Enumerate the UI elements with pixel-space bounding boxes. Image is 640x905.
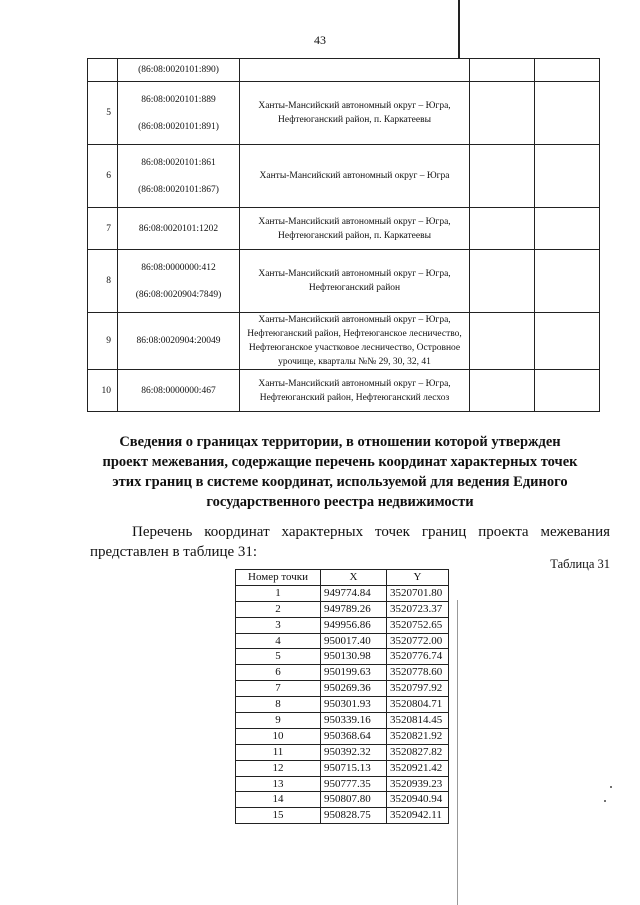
coordinate-row bbox=[236, 697, 449, 713]
coordinate-row bbox=[236, 601, 449, 617]
cadastral-number: 86:08:0000000:467 bbox=[141, 385, 216, 396]
point-number: 10 bbox=[236, 728, 321, 744]
point-number: 12 bbox=[236, 760, 321, 776]
empty-cell bbox=[470, 250, 535, 313]
point-number: 15 bbox=[236, 808, 321, 824]
cadastral-cell bbox=[118, 82, 240, 145]
parcel-number: 7 bbox=[88, 208, 118, 250]
point-number: 8 bbox=[236, 697, 321, 713]
empty-cell bbox=[535, 145, 600, 208]
parcel-number: 10 bbox=[88, 370, 118, 412]
empty-cell bbox=[470, 145, 535, 208]
coordinate-row bbox=[236, 760, 449, 776]
coordinate-row bbox=[236, 585, 449, 601]
coordinate-x: 950807.80 bbox=[321, 792, 387, 808]
table-caption: Таблица 31 bbox=[550, 557, 610, 571]
coordinate-y: 3520772.00 bbox=[387, 633, 449, 649]
parcel-number: 9 bbox=[88, 313, 118, 370]
point-number: 13 bbox=[236, 776, 321, 792]
parcel-location: Ханты-Мансийский автономный округ – Югра, Нефтеюганский район, п. Каркатеевы bbox=[240, 208, 470, 250]
point-number: 3 bbox=[236, 617, 321, 633]
cadastral-cell bbox=[118, 250, 240, 313]
coordinate-y: 3520939.23 bbox=[387, 776, 449, 792]
coordinate-y: 3520940.94 bbox=[387, 792, 449, 808]
page-number: 43 bbox=[314, 33, 326, 47]
point-number: 14 bbox=[236, 792, 321, 808]
empty-cell bbox=[535, 208, 600, 250]
scan-speck bbox=[610, 786, 612, 788]
coordinate-y: 3520776.74 bbox=[387, 649, 449, 665]
empty-cell bbox=[535, 250, 600, 313]
header-y: Y bbox=[387, 570, 449, 586]
cadastral-number: 86:08:0020904:20049 bbox=[136, 336, 221, 346]
coordinate-x: 950715.13 bbox=[321, 760, 387, 776]
coordinate-x: 949774.84 bbox=[321, 585, 387, 601]
coordinate-row bbox=[236, 728, 449, 744]
coordinate-x: 950269.36 bbox=[321, 681, 387, 697]
coordinate-y: 3520814.45 bbox=[387, 713, 449, 729]
coordinate-row bbox=[236, 617, 449, 633]
parcel-location bbox=[240, 59, 470, 82]
header-x: X bbox=[321, 570, 387, 586]
cadastral-cell bbox=[118, 370, 240, 412]
coordinate-row bbox=[236, 776, 449, 792]
coordinate-x: 950392.32 bbox=[321, 744, 387, 760]
coordinate-row bbox=[236, 792, 449, 808]
cadastral-number: 86:08:0020101:861 bbox=[141, 157, 216, 168]
coordinate-y: 3520827.82 bbox=[387, 744, 449, 760]
parcel-row bbox=[88, 145, 600, 208]
parcel-location: Ханты-Мансийский автономный округ – Югра bbox=[240, 145, 470, 208]
parcels-table bbox=[87, 58, 600, 412]
coordinate-y: 3520821.92 bbox=[387, 728, 449, 744]
coordinate-row bbox=[236, 744, 449, 760]
coordinate-x: 950130.98 bbox=[321, 649, 387, 665]
coordinate-row bbox=[236, 808, 449, 824]
empty-cell bbox=[535, 59, 600, 82]
empty-cell bbox=[535, 82, 600, 145]
coordinate-y: 3520804.71 bbox=[387, 697, 449, 713]
empty-cell bbox=[470, 313, 535, 370]
coordinate-x: 949789.26 bbox=[321, 601, 387, 617]
coordinate-y: 3520797.92 bbox=[387, 681, 449, 697]
header-point-number: Номер точки bbox=[236, 570, 321, 586]
point-number: 11 bbox=[236, 744, 321, 760]
parcel-row bbox=[88, 370, 600, 412]
coordinates-header-row bbox=[236, 570, 449, 586]
empty-cell bbox=[470, 208, 535, 250]
empty-cell bbox=[535, 370, 600, 412]
coordinate-x: 950199.63 bbox=[321, 665, 387, 681]
coordinate-y: 3520921.42 bbox=[387, 760, 449, 776]
parcel-location: Ханты-Мансийский автономный округ – Югра, Нефтеюганский район, Нефтеюганское лесничество, Нефтеюганское участковое лесничество, Островное урочище, кварталы №№ 29, 30, 32, 41 bbox=[240, 313, 470, 370]
parcel-row bbox=[88, 208, 600, 250]
coordinate-y: 3520778.60 bbox=[387, 665, 449, 681]
parcel-row bbox=[88, 250, 600, 313]
coordinate-row bbox=[236, 665, 449, 681]
point-number: 6 bbox=[236, 665, 321, 681]
parcel-number: 5 bbox=[88, 82, 118, 145]
parcel-location: Ханты-Мансийский автономный округ – Югра, Нефтеюганский район bbox=[240, 250, 470, 313]
coordinate-row bbox=[236, 649, 449, 665]
cadastral-cell bbox=[118, 313, 240, 370]
parcel-location: Ханты-Мансийский автономный округ – Югра, Нефтеюганский район, Нефтеюганский лесхоз bbox=[240, 370, 470, 412]
cadastral-number: 86:08:0000000:412 bbox=[141, 262, 216, 273]
section-heading: Сведения о границах территории, в отношении которой утвержден проект межевания, содержащие перечень координат характерных точек этих границ в системе координат, используемой для ведения Единого государственного реестра недвижимости bbox=[102, 434, 578, 510]
point-number: 2 bbox=[236, 601, 321, 617]
coordinate-x: 950828.75 bbox=[321, 808, 387, 824]
empty-cell bbox=[470, 82, 535, 145]
cadastral-cell bbox=[118, 145, 240, 208]
parcel-number: 6 bbox=[88, 145, 118, 208]
cadastral-number-previous: (86:08:0020101:891) bbox=[138, 121, 219, 132]
coordinate-x: 950777.35 bbox=[321, 776, 387, 792]
cadastral-number: (86:08:0020101:890) bbox=[138, 65, 219, 75]
parcel-row bbox=[88, 59, 600, 82]
point-number: 4 bbox=[236, 633, 321, 649]
cadastral-cell bbox=[118, 59, 240, 82]
coordinate-x: 950301.93 bbox=[321, 697, 387, 713]
point-number: 1 bbox=[236, 585, 321, 601]
parcel-row bbox=[88, 313, 600, 370]
parcel-number bbox=[88, 59, 118, 82]
coordinate-row bbox=[236, 713, 449, 729]
cadastral-cell bbox=[118, 208, 240, 250]
coordinate-x: 949956.86 bbox=[321, 617, 387, 633]
point-number: 7 bbox=[236, 681, 321, 697]
coordinates-table bbox=[235, 569, 449, 824]
cadastral-number-previous: (86:08:0020904:7849) bbox=[135, 289, 222, 300]
intro-paragraph: Перечень координат характерных точек границ проекта межевания представлен в таблице 31: bbox=[90, 524, 610, 560]
coordinate-x: 950368.64 bbox=[321, 728, 387, 744]
coordinate-y: 3520723.37 bbox=[387, 601, 449, 617]
coordinate-y: 3520752.65 bbox=[387, 617, 449, 633]
empty-cell bbox=[470, 370, 535, 412]
point-number: 5 bbox=[236, 649, 321, 665]
coordinate-x: 950017.40 bbox=[321, 633, 387, 649]
coordinate-y: 3520701.80 bbox=[387, 585, 449, 601]
empty-cell bbox=[535, 313, 600, 370]
scan-binding-line bbox=[458, 0, 460, 58]
parcel-row bbox=[88, 82, 600, 145]
coordinate-row bbox=[236, 633, 449, 649]
cadastral-number: 86:08:0020101:1202 bbox=[138, 223, 219, 234]
coordinate-row bbox=[236, 681, 449, 697]
cadastral-number-previous: (86:08:0020101:867) bbox=[138, 184, 219, 195]
coordinate-y: 3520942.11 bbox=[387, 808, 449, 824]
parcel-location: Ханты-Мансийский автономный округ – Югра, Нефтеюганский район, п. Каркатеевы bbox=[240, 82, 470, 145]
cadastral-number: 86:08:0020101:889 bbox=[141, 94, 216, 105]
coordinate-x: 950339.16 bbox=[321, 713, 387, 729]
scan-speck bbox=[604, 800, 606, 802]
parcel-number: 8 bbox=[88, 250, 118, 313]
empty-cell bbox=[470, 59, 535, 82]
scan-binding-line-lower bbox=[457, 600, 458, 905]
point-number: 9 bbox=[236, 713, 321, 729]
